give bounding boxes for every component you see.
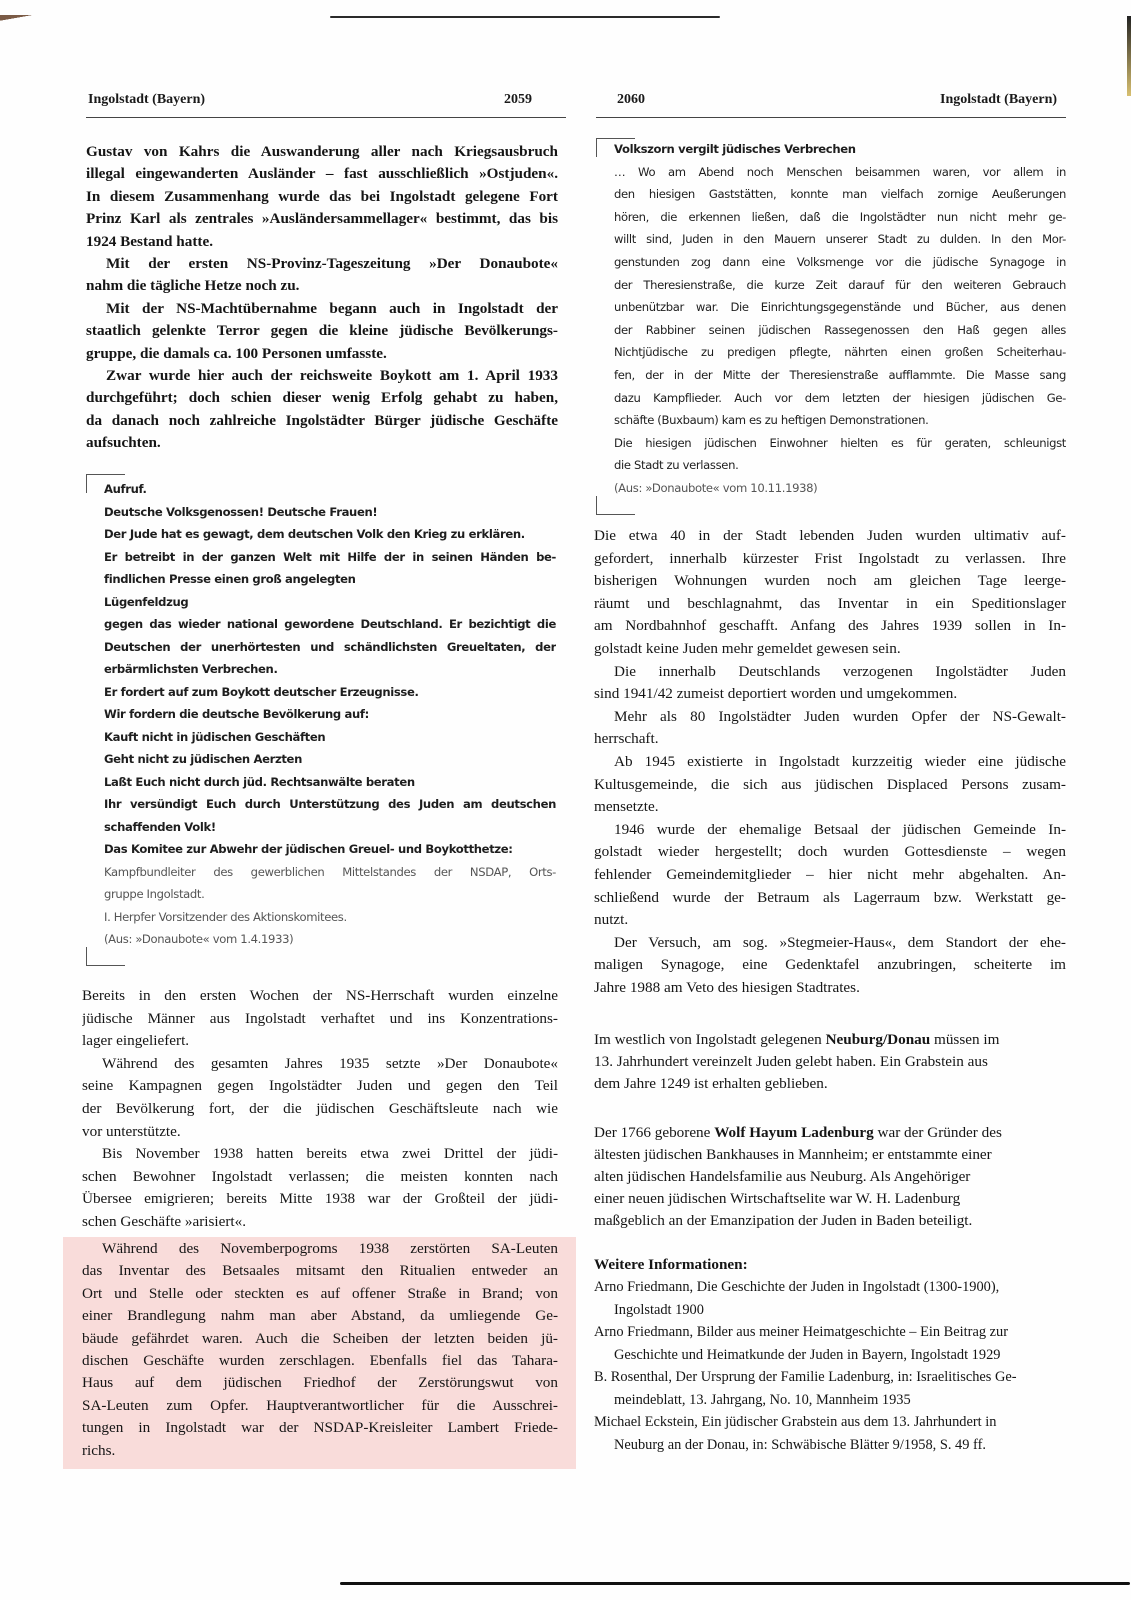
body-line-right: maligen Synagoge, eine Gedenktafel anzubringen, scheiterte im — [594, 956, 1066, 974]
neuburg-line-2: 13. Jahrhundert vereinzelt Juden gelebt haben. Ein Grabstein aus — [594, 1053, 988, 1070]
body-line: vor unterstützte. — [82, 1122, 181, 1140]
quote-line: Deutsche Volksgenossen! Deutsche Frauen! — [104, 504, 378, 519]
quote-line: Deutschen der unerhörtesten und schändlichsten Greueltaten, der — [104, 639, 556, 654]
body-line-right: Der Versuch, am sog. »Stegmeier-Haus«, dem Standort der ehe- — [614, 933, 1066, 951]
body-line: der Bevölkerung fort, der die jüdischen Geschäftsleute nach wie — [82, 1100, 558, 1117]
quote-line: Er betreibt in der ganzen Welt mit Hilfe der in seinen Händen be- — [104, 549, 556, 564]
body-line: Übersee emigrieren; bereits Mitte 1938 war der Großteil der jüdi- — [82, 1190, 558, 1208]
page-edge-bottom — [340, 1582, 1130, 1585]
intro-line: gruppe, die damals ca. 100 Personen umfasste. — [86, 344, 387, 362]
reference-line: Geschichte und Heimatkunde der Juden in Bayern, Ingolstadt 1929 — [614, 1346, 1001, 1363]
header-rule-right — [596, 117, 1066, 118]
quote-line-right: fen, der in der Mitte der Theresienstraße aufflammte. Die Masse sang — [614, 368, 1066, 382]
ladenburg-text-after: war der Gründer des — [873, 1124, 1002, 1141]
quote-line: gegen das wieder national gewordene Deutschland. Er bezichtigt die — [104, 617, 556, 631]
quote-line-right: dazu Kampflieder. Auch vor dem letzten der hiesigen jüdischen Ge- — [614, 390, 1066, 405]
body-line: schen Bewohner Ingolstadt verlassen; die meisten konnten nach — [82, 1167, 558, 1185]
intro-line: Mit der NS-Machtübernahme begann auch in Ingolstadt der — [106, 299, 558, 317]
body-line-right: Mehr als 80 Ingolstädter Juden wurden Opfer der NS-Gewalt- — [614, 707, 1066, 725]
body-line-right: gefordert, innerhalb kürzester Frist Ingolstadt zu verlassen. Ihre — [594, 549, 1066, 567]
body-line-right: 1946 wurde der ehemalige Betsaal der jüdischen Gemeinde In- — [614, 820, 1066, 838]
body-line-right: räumt und beschlagnahmt, das Inventar in ein Speditionslager — [594, 594, 1066, 612]
intro-line: staatlich gelenkte Terror gegen die kleine jüdische Bevölkerungs- — [86, 322, 558, 340]
body-line-right: Die etwa 40 in der Stadt lebenden Juden wurden ultimativ auf- — [594, 527, 1066, 544]
quote-line: findlichen Presse einen groß angelegten — [104, 572, 356, 586]
neuburg-line-1 — [594, 1029, 1066, 1051]
page-edge-shadow — [0, 15, 50, 25]
highlight-line: Während des Novemberpogroms 1938 zerstörten SA-Leuten — [102, 1240, 558, 1257]
body-line-right: bisherigen Wohnungen wurden noch am gleichen Tage leerge- — [594, 572, 1066, 590]
reference-line: Michael Eckstein, Ein jüdischer Grabstein aus dem 13. Jahrhundert in — [594, 1414, 997, 1430]
quote-line: gruppe Ingolstadt. — [104, 887, 205, 901]
body-line: Bis November 1938 hatten bereits etwa zwei Drittel der jüdi- — [102, 1145, 558, 1163]
reference-line: Ingolstadt 1900 — [614, 1301, 704, 1318]
quote-line-right: willt sind, Juden in den Mauern unserer Stadt zu dulden. In den Mor- — [614, 232, 1066, 247]
intro-line: da danach noch zahlreiche Ingolstädter Bürger jüdische Geschäfte — [86, 411, 558, 429]
body-line-right: nutzt. — [594, 911, 629, 929]
intro-line: durchgeführt; doch schien dieser wenig Erfolg gehabt zu haben, — [86, 389, 558, 407]
body-line-right: fehlender Gemeindemitglieder – hier nicht mehr abgehalten. An- — [594, 866, 1066, 883]
neuburg-text: Im westlich von Ingolstadt gelegenen — [594, 1031, 826, 1048]
body-line-right: Jahre 1988 am Veto des hiesigen Stadtrates. — [594, 979, 860, 996]
intro-line: In diesem Zusammenhang wurde das bei Ingolstadt gelegene Fort — [86, 187, 558, 205]
quote-line: Kampfbundleiter des gewerblichen Mittelstandes der NSDAP, Orts- — [104, 864, 556, 879]
page-edge-right — [1127, 16, 1131, 96]
right-page-number: 2060 — [617, 92, 645, 107]
ladenburg-text: Der 1766 geborene — [594, 1124, 715, 1141]
highlight-line: SA-Leuten zum Opfer. Hauptverantwortlicher für die Ausschrei- — [82, 1396, 558, 1414]
highlight-line: tungen in Ingolstadt war der NSDAP-Kreisleiter Lambert Friede- — [82, 1419, 558, 1437]
quote-line-right: der Rabbiner seinen jüdischen Rassegenossen den Haß gegen alles — [614, 322, 1066, 337]
reference-line: Neuburg an der Donau, in: Schwäbische Blätter 9/1958, S. 49 ff. — [614, 1436, 986, 1453]
highlight-line: Ort und Stelle oder steckten es auf offener Straße in Brand; von — [82, 1284, 558, 1302]
body-line-right: herrschaft. — [594, 730, 659, 748]
body-line-right: mensetzte. — [594, 798, 659, 816]
quote-line-right: hören, die erkennen ließen, daß die Ingolstädter nun nicht mehr ge- — [614, 209, 1066, 224]
highlight-line: bäude gefährdet waren. Auch die Scheiben der letzten beiden jü- — [82, 1329, 558, 1347]
body-line-right: sind 1941/42 zumeist deportiert worden und umgekommen. — [594, 685, 958, 703]
body-line: lager eingeliefert. — [82, 1032, 190, 1050]
reference-line: Arno Friedmann, Bilder aus meiner Heimatgeschichte – Ein Beitrag zur — [594, 1324, 1009, 1340]
ladenburg-person-name: Wolf Hayum Ladenburg — [714, 1124, 874, 1141]
right-running-title: Ingolstadt (Bayern) — [940, 92, 1058, 107]
intro-line: Prinz Karl als zentrales »Ausländersammellager« bestimmt, das bis — [86, 210, 558, 228]
quote-line: I. Herpfer Vorsitzender des Aktionskomitees. — [104, 909, 347, 924]
ladenburg-line-2: ältesten jüdischen Bankhauses in Mannheim; er entstammte einer — [594, 1146, 992, 1163]
quote-line: Er fordert auf zum Boykott deutscher Erzeugnisse. — [104, 684, 419, 699]
highlight-line: Haus auf dem jüdischen Friedhof der Zerstörungswut von — [82, 1374, 558, 1392]
ladenburg-line-4: einer neuen jüdischen Wirtschaftselite war W. H. Ladenburg — [594, 1190, 961, 1207]
quote-line-right: (Aus: »Donaubote« vom 10.11.1938) — [614, 481, 818, 495]
intro-line: Gustav von Kahrs die Auswanderung aller nach Kriegsausbruch — [86, 143, 558, 160]
quote-line-right: Die hiesigen jüdischen Einwohner hielten es für geraten, schleunigst — [614, 435, 1066, 450]
quote-line: erbärmlichsten Verbrechen. — [104, 662, 278, 676]
quote-line-right: der Theresienstraße, die kurze Zeit darauf für den weiteren Gebrauch — [614, 277, 1066, 292]
quote-line: Wir fordern die deutsche Bevölkerung auf: — [104, 707, 369, 721]
intro-line: 1924 Bestand hatte. — [86, 232, 213, 250]
body-line-right: Kultusgemeinde, die sich aus jüdischen Displaced Persons zusam- — [594, 775, 1066, 793]
ladenburg-line-5: maßgeblich an der Emanzipation der Juden in Baden beteiligt. — [594, 1212, 973, 1229]
intro-line: illegal eingewanderten Ausländer – fast ausschließlich »Ostjuden«. — [86, 165, 558, 183]
intro-line: aufsuchten. — [86, 434, 161, 452]
intro-line: Mit der ersten NS-Provinz-Tageszeitung »Der Donaubote« — [106, 255, 558, 272]
body-line-right: golstadt keine Juden mehr gemeldet gewesen sein. — [594, 640, 901, 657]
body-line: Bereits in den ersten Wochen der NS-Herrschaft wurden einzelne — [82, 987, 558, 1004]
quote-line: Kauft nicht in jüdischen Geschäften — [104, 729, 326, 744]
quote-line: Der Jude hat es gewagt, dem deutschen Volk den Krieg zu erklären. — [104, 527, 525, 541]
reference-line: meindeblatt, 13. Jahrgang, No. 10, Mannheim 1935 — [614, 1391, 911, 1408]
reference-line: Arno Friedmann, Die Geschichte der Juden in Ingolstadt (1300-1900), — [594, 1279, 1000, 1295]
header-rule-left — [86, 117, 566, 118]
quote-line: Lügenfeldzug — [104, 594, 189, 609]
quote-line: (Aus: »Donaubote« vom 1.4.1933) — [104, 932, 294, 946]
highlight-line: richs. — [82, 1441, 116, 1459]
quote-line-right: Nichtjüdische zu predigen pflegte, nährten einen großen Scheiterhau- — [614, 345, 1066, 360]
neuburg-place-name: Neuburg/Donau — [825, 1031, 931, 1048]
highlight-line: dischen Geschäfte wurden zerschlagen. Ebenfalls fiel das Tahara- — [82, 1352, 558, 1369]
body-line-right: golstadt wieder hergestellt; doch wurden Gottesdienste – wegen — [594, 843, 1066, 861]
left-page-number: 2059 — [504, 92, 532, 107]
reference-line: B. Rosenthal, Der Ursprung der Familie Ladenburg, in: Israelitisches Ge- — [594, 1369, 1017, 1385]
quote-line-right: genstunden zog dann eine Volksmenge vor die jüdische Synagoge in — [614, 255, 1066, 269]
page-edge-top — [330, 16, 720, 18]
body-line-right: am Nordbahnhof geschafft. Anfang des Jahres 1939 sollen in In- — [594, 617, 1066, 635]
quote-line: Laßt Euch nicht durch jüd. Rechtsanwälte beraten — [104, 774, 415, 789]
quote-line: Das Komitee zur Abwehr der jüdischen Greuel- und Boykotthetze: — [104, 842, 513, 856]
quote-line-right: unbenützbar war. Die Einrichtungsgegenstände und Bücher, aus denen — [614, 300, 1066, 315]
quote-line: Aufruf. — [104, 482, 147, 496]
body-line-right: Die innerhalb Deutschlands verzogenen Ingolstädter Juden — [614, 662, 1066, 680]
quote-bracket-bottom-right — [596, 496, 635, 515]
quote-line: Geht nicht zu jüdischen Aerzten — [104, 752, 302, 766]
neuburg-line-3: dem Jahre 1249 ist erhalten geblieben. — [594, 1075, 828, 1092]
body-line: seine Kampagnen gegen Ingolstädter Juden und gegen den Teil — [82, 1077, 558, 1095]
neuburg-text-after: müssen im — [930, 1031, 1000, 1048]
highlight-line: einer Brandlegung nahm man aber Abstand, da umliegende Ge- — [82, 1307, 558, 1325]
quote-line-right: den hiesigen Gaststätten, konnte man vielfach zornige Aeußerungen — [614, 187, 1066, 202]
intro-line: Zwar wurde hier auch der reichsweite Boykott am 1. April 1933 — [106, 367, 558, 384]
ladenburg-line-1 — [594, 1122, 1002, 1144]
body-line: Während des gesamten Jahres 1935 setzte »Der Donaubote« — [102, 1054, 558, 1072]
further-info-heading: Weitere Informationen: — [594, 1256, 748, 1273]
highlight-line: das Inventar des Betsaales mitsamt den Ritualien entweder an — [82, 1262, 558, 1280]
left-running-title: Ingolstadt (Bayern) — [88, 92, 206, 107]
quote-bracket-bottom — [86, 947, 125, 966]
body-line: jüdische Männer aus Ingolstadt verhaftet und ins Konzentrations- — [82, 1009, 558, 1027]
quote-line-right: … Wo am Abend noch Menschen beisammen waren, vor allem in — [614, 164, 1066, 179]
quote-line-right: die Stadt zu verlassen. — [614, 458, 739, 473]
quote-line-right: Volkszorn vergilt jüdisches Verbrechen — [614, 142, 856, 156]
quote-line: schaffenden Volk! — [104, 819, 216, 834]
intro-line: nahm die tägliche Hetze noch zu. — [86, 277, 300, 295]
body-line-right: Ab 1945 existierte in Ingolstadt kurzzeitig wieder eine jüdische — [614, 753, 1066, 770]
body-line-right: schließend wurde der Betraum als Lagerraum bzw. Werkstatt ge- — [594, 888, 1066, 906]
quote-line: Ihr versündigt Euch durch Unterstützung des Juden am deutschen — [104, 797, 556, 811]
ladenburg-line-3: alten jüdischen Handelsfamilie aus Neuburg. Als Angehöriger — [594, 1168, 971, 1185]
body-line: schen Geschäfte »arisiert«. — [82, 1213, 247, 1230]
quote-line-right: schäfte (Buxbaum) kam es zu heftigen Demonstrationen. — [614, 413, 929, 428]
